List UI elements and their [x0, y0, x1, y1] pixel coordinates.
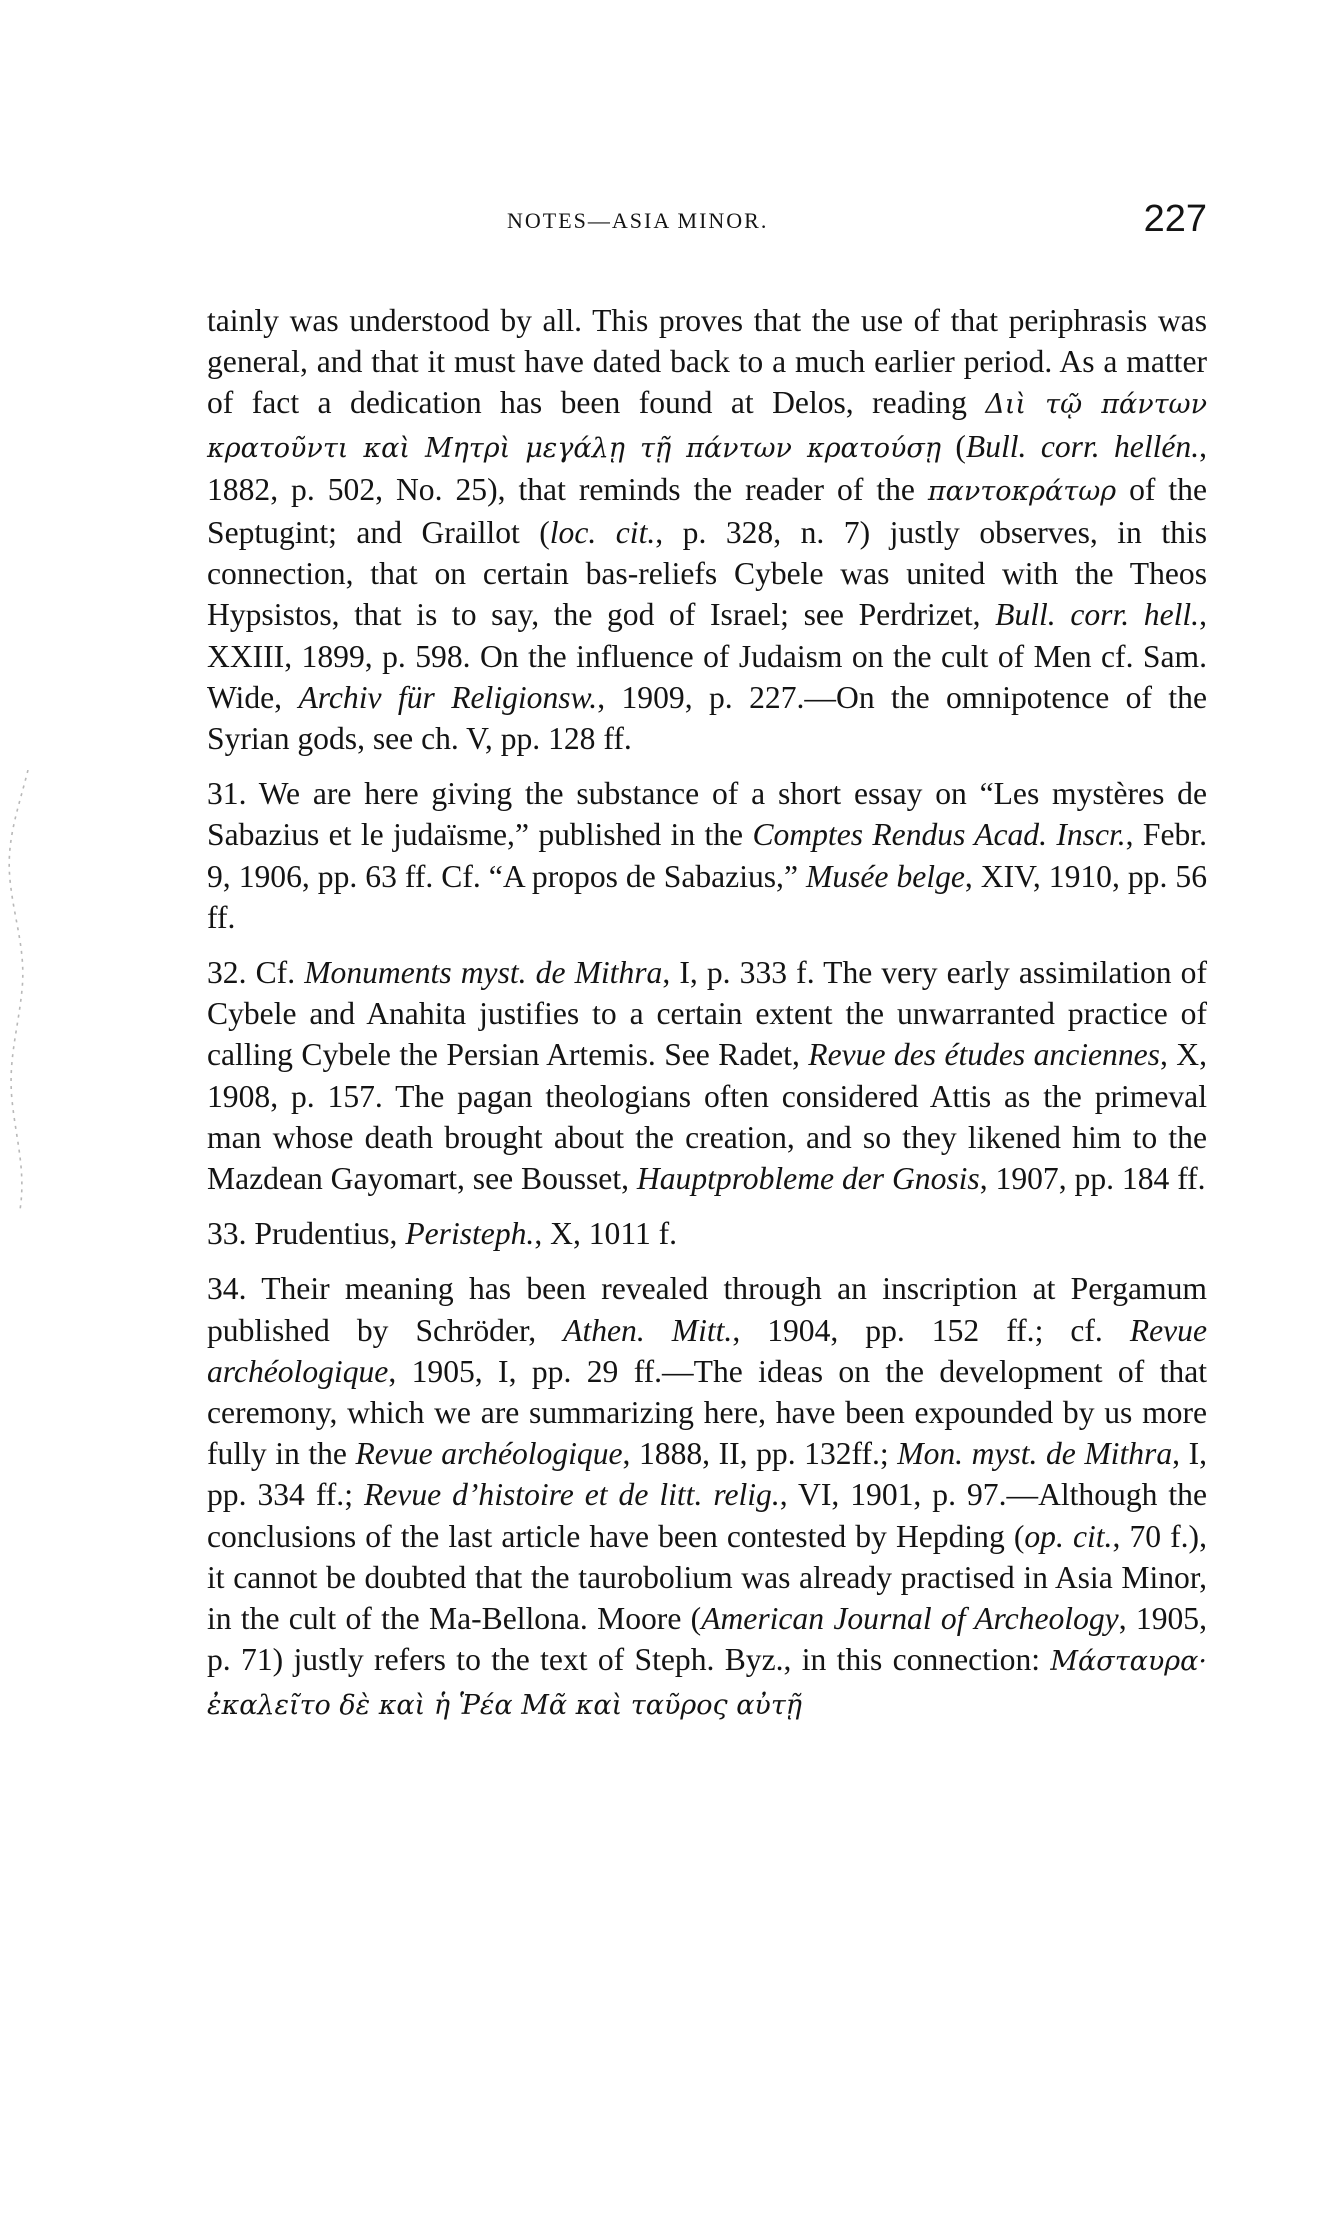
text-run: , XIV, 1910, pp. 56 ff. — [207, 858, 1207, 935]
text-run: , VI, 1901, p. 97.—Although the conclusions of the last article have been contested by Hepding ( — [207, 1477, 1207, 1554]
italic-citation: Monuments myst. de Mithra — [304, 955, 663, 991]
note-33 — [207, 1213, 1207, 1254]
text-run: , 1909, p. 227.—On the omnipotence of the Syrian gods, see ch. V, pp. 128 ff. — [207, 679, 1207, 757]
italic-citation: Revue d’histoire et de litt. relig. — [363, 1477, 780, 1513]
italic-citation: American Journal of Archeology — [701, 1601, 1119, 1637]
text-run: , 1907, pp. 184 ff. — [979, 1161, 1206, 1197]
text-run: , 1905, I, pp. 29 ff.—The ideas on the development of that ceremony, which we are summarizing here, have been expounded by us more fully in the — [207, 1353, 1207, 1472]
italic-citation: Mon. myst. de Mithra — [897, 1436, 1173, 1472]
text-run: , p. 328, n. 7) justly observes, in this connection, that on certain bas-reliefs Cybele was united with the Theos Hypsistos, that is to say, the god of Israel; see Perdrizet, — [207, 515, 1207, 633]
text-run: , I, p. 333 f. The very early assimilation of Cybele and Anahita justifies to a certain extent the unwarranted practice of calling Cybele the Persian Artemis. See Radet, — [207, 955, 1207, 1073]
italic-citation: Revue des études anciennes — [808, 1037, 1160, 1073]
text-run: , 1904, pp. 152 ff.; cf. — [732, 1312, 1130, 1348]
text-run: , 1888, II, pp. 132ff.; — [622, 1436, 898, 1472]
notes-text — [207, 300, 1207, 1726]
text-run: , 1905, p. 71) justly refers to the text of Steph. Byz., in this connection: — [207, 1601, 1207, 1678]
text-run: , X, 1908, p. 157. The pagan theologians often considered Attis as the primeval man whose death brought about the creation, and so they likened him to the Mazdean Gayomart, see Bousset, — [207, 1037, 1207, 1197]
text-run: , XXIII, 1899, p. 598. On the influence of Judaism on the cult of Men cf. Sam. Wide, — [207, 597, 1207, 715]
italic-citation: Revue archéologique — [355, 1436, 623, 1472]
text-run: , X, 1011 f. — [534, 1216, 678, 1252]
italic-citation: Hauptprobleme der Gnosis — [636, 1161, 980, 1197]
margin-pencil-mark — [0, 770, 40, 1210]
italic-citation: Peristeph. — [405, 1216, 535, 1252]
text-run: tainly was understood by all. This proves that the use of that periphrasis was general, and that it must have dated back to a much earlier period. As a matter of fact a dedication has been found at Delos, reading — [207, 303, 1207, 421]
text-run: ( — [941, 428, 966, 464]
running-title: NOTES—ASIA MINOR. — [507, 208, 769, 233]
note-32 — [207, 952, 1207, 1199]
text-run: 31. We are here giving the substance of a short essay on “Les mystères de Sabazius et le judaïsme,” published in the — [207, 776, 1207, 853]
italic-citation: Comptes Rendus Acad. Inscr. — [752, 817, 1126, 853]
italic-citation: Musée belge — [806, 858, 965, 894]
greek-text: παντοκράτωρ — [927, 475, 1117, 507]
text-run: , 70 f.), it cannot be doubted that the taurobolium was already practised in Asia Minor, in the cult of the Ma-Bellona. Moore ( — [207, 1518, 1207, 1637]
note-34 — [207, 1268, 1207, 1725]
italic-citation: loc. cit. — [549, 515, 656, 551]
text-run: , 1882, p. 502, No. 25), that reminds the reader of the — [207, 428, 1207, 507]
italic-citation: op. cit. — [1024, 1518, 1113, 1554]
text-run: 32. Cf. — [207, 955, 305, 991]
text-run: of the Septugint; and Graillot ( — [207, 471, 1207, 551]
italic-citation: Bull. corr. hellén. — [965, 428, 1200, 464]
note-31 — [207, 773, 1207, 938]
text-run: 33. Prudentius, — [207, 1216, 406, 1252]
greek-text: Μάσταυρα· ἐκαλεῖτο δὲ καὶ ἡ Ῥέα Μᾶ καὶ ταῦρος αὐτῇ — [207, 1646, 1207, 1721]
italic-citation: Athen. Mitt. — [563, 1312, 733, 1348]
greek-text: Διὶ τῷ πάντων κρατοῦντι καὶ Μητρὶ μεγάλῃ τῇ πάντων κρατούσῃ — [207, 389, 1207, 464]
text-run: , I, pp. 334 ff.; — [207, 1436, 1207, 1513]
italic-citation: Archiv für Religionsw. — [298, 679, 598, 715]
italic-citation: Bull. corr. hell. — [995, 597, 1200, 633]
running-head — [207, 198, 1207, 246]
italic-citation: Revue archéologique — [207, 1312, 1207, 1389]
page-number: 227 — [1143, 198, 1207, 240]
paragraph-continuation — [207, 300, 1207, 759]
text-run: , Febr. 9, 1906, pp. 63 ff. Cf. “A propos de Sabazius,” — [207, 817, 1207, 894]
text-run: 34. Their meaning has been revealed through an inscription at Pergamum published by Schröder, — [207, 1271, 1207, 1348]
